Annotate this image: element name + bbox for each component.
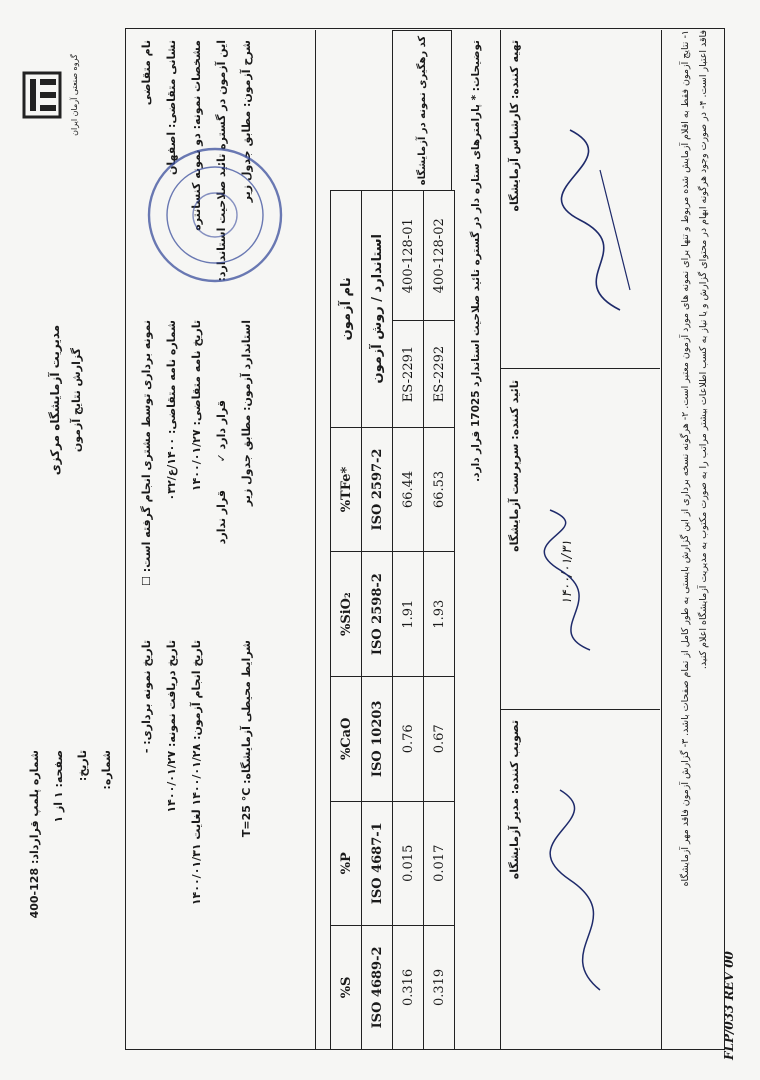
method-cell: ISO 4687-1: [362, 801, 393, 925]
lab-stamp: [140, 140, 290, 290]
value-cell: 0.76: [393, 676, 424, 801]
report-number: شماره:: [100, 750, 113, 790]
company-logo: [22, 40, 112, 150]
env-conditions: شرایط محیطی آزمایشگاه: T=25 °C: [240, 640, 253, 838]
contract-number: شماره پلمپ قرارداد: 128-400: [28, 750, 41, 919]
test-standard: استاندارد آزمون: مطابق جدول زیر: [240, 320, 253, 507]
table-header-cell: %CaO: [331, 676, 362, 801]
receipt-date: تاریخ دریافت نمونه: ۱۴۰۰/۰۱/۲۷: [165, 640, 178, 813]
signature-mark: [530, 500, 620, 660]
table-header-cell: %P: [331, 801, 362, 925]
std-code-cell: ES-2292: [424, 321, 455, 427]
table-header-cell: %SiO₂: [331, 552, 362, 677]
table-header-cell: %TFe*: [331, 427, 362, 552]
sample-code-header: کد رهگیری نمونه در آزمایشگاه: [392, 30, 452, 190]
value-cell: 0.015: [393, 801, 424, 925]
report-title: گزارش نتایج آزمون: [70, 347, 83, 453]
company-name: گروه صنعتی آرمان ایران: [70, 54, 79, 136]
sampling-date: تاریخ نمونه برداری: -: [140, 640, 153, 754]
method-cell: ISO 2598-2: [362, 552, 393, 677]
applicant-name-label: نام متقاضی: [140, 40, 153, 106]
method-cell: استاندارد / روش آزمون: [362, 191, 393, 428]
accredited-yes: قرار دارد ✓: [215, 400, 228, 463]
sample-code-cell: 400-128-02: [424, 191, 455, 321]
signature-mark: [530, 780, 640, 1000]
footnote-2: فاقد اعتبار است. ۴- در صورت وجود هرگونه ابهام در محتوای گزارش و یا نیاز به کسب اطلاعات بیشتر مراتب را به صورت مکتوب به مدیریت آزمایشگاه اعلام کنید.: [698, 30, 709, 670]
sample-spec: مشخصات نمونه: دو نمونه کنسانتره: [190, 40, 203, 231]
table-row: [424, 191, 455, 1050]
ratified-by: تصویب کننده: مدیر آزمایشگاه: [508, 720, 521, 880]
test-desc: شرح آزمون: مطابق جدول زیر: [240, 40, 253, 203]
std-code-cell: ES-2291: [393, 321, 424, 427]
value-cell: 0.67: [424, 676, 455, 801]
accredited-no: قرار ندارد: [215, 490, 228, 545]
results-table: [330, 190, 455, 1050]
page-number: صفحه: ۱ از ۱: [52, 750, 65, 823]
table-header-row: [331, 191, 362, 1050]
signature-mark: [540, 120, 650, 320]
value-cell: 66.53: [424, 427, 455, 552]
method-cell: ISO 4689-2: [362, 925, 393, 1049]
table-method-row: [362, 191, 393, 1050]
table-header-cell: نام آزمون: [331, 191, 362, 428]
method-cell: ISO 10203: [362, 676, 393, 801]
applicant-address: نشانی متقاضی: اصفهان: [165, 40, 178, 175]
department-title: مدیریت آزمایشگاه مرکزی: [48, 324, 62, 476]
test-date: تاریخ انجام آزمون: ۱۴۰۰/۰۱/۲۸ لغایت ۱۴۰۰/۰۱/۳۱: [190, 640, 203, 906]
form-code: FLP/033 REV 00: [722, 951, 736, 1060]
table-header-cell: %S: [331, 925, 362, 1049]
value-cell: 1.91: [393, 552, 424, 677]
value-cell: 1.93: [424, 552, 455, 677]
value-cell: 0.316: [393, 925, 424, 1049]
method-cell: ISO 2597-2: [362, 427, 393, 552]
report-date: تاریخ:: [76, 750, 89, 782]
request-number: شماره نامه متقاضی: ۱۴۰۰/ع/۰۳۲: [165, 320, 178, 501]
test-range: این آزمون در گستره تائید صلاحیت استاندارد:: [215, 40, 228, 282]
table-row: [393, 191, 424, 1050]
notes: توضیحات: * پارامترهای ستاره دار در گستره تائید صلاحیت استاندارد 17025 قرار دارد.: [470, 40, 482, 482]
value-cell: 0.017: [424, 801, 455, 925]
approved-by: تائید کننده: سرپرست آزمایشگاه: [508, 380, 521, 552]
value-cell: 66.44: [393, 427, 424, 552]
sample-code-cell: 400-128-01: [393, 191, 424, 321]
value-cell: 0.319: [424, 925, 455, 1049]
prepared-by: تهیه کننده: کارشناس آزمایشگاه: [508, 40, 521, 212]
request-date: تاریخ نامه متقاضی: ۱۴۰۰/۰۱/۲۷: [190, 320, 203, 492]
sampled-by: نمونه برداری توسط مشتری انجام گرفته است: ☐: [140, 320, 153, 586]
handwritten-date: ۱۴۰۰/۰۱/۳۱: [560, 540, 575, 605]
footnote-1: ۱- نتایج آزمون فقط به اقلام آزمایش شده مربوط و تنها برای نمونه های مورد آزمون معتبر است. ۲- هرگونه نسخه برداری از این گزارش بایستی به طور کامل از تمام صفحات باشد. ۳- گزارش آزمون فاقد مهر آزمایشگاه: [680, 30, 691, 887]
